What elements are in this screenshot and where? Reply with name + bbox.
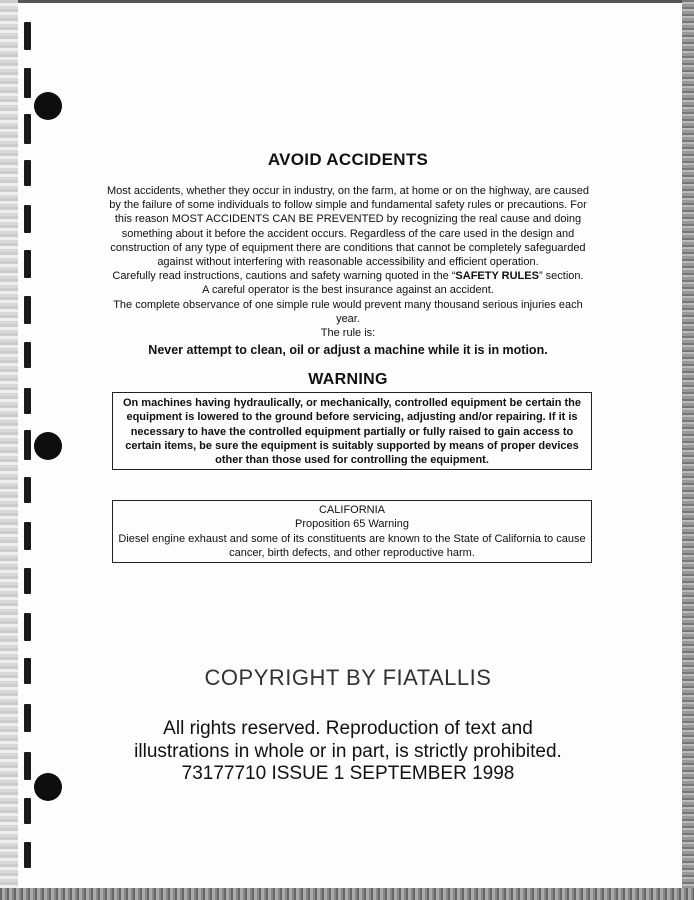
binding-mark — [24, 658, 31, 684]
copyright-line: COPYRIGHT BY FIATALLIS — [204, 665, 492, 690]
safety-rules-reference: SAFETY RULES — [455, 270, 539, 283]
binding-mark — [24, 704, 31, 732]
binding-mark — [24, 388, 31, 414]
binding-mark — [24, 752, 31, 780]
scan-edge-right — [682, 0, 694, 900]
binding-mark — [24, 160, 31, 186]
scan-edge-left — [0, 0, 18, 900]
binding-mark — [24, 430, 31, 460]
binding-mark — [24, 842, 31, 868]
page-title: AVOID ACCIDENTS — [267, 150, 429, 169]
observance-line: The complete observance of one simple rule would prevent many thousand serious injuries each year. — [113, 298, 583, 325]
read-instructions-prefix: Carefully read instructions, cautions and safety warning quoted in the “ — [112, 270, 456, 283]
california-prop65-box — [112, 500, 592, 563]
rule-intro: The rule is: — [320, 327, 376, 340]
binding-mark — [24, 68, 31, 98]
warning-box: On machines having hydraulically, or mechanically, controlled equipment be certain the equipment is lowered to the ground before servicing, adjusting and/or repairing. If it is necessary to have the controlled equipment partially or fully raised to gain access to certain items, be sure the equipment is suitably supported by means of proper devices other than those used for controlling the equipment. — [112, 392, 592, 470]
safety-rule: Never attempt to clean, oil or adjust a machine while it is in motion. — [148, 343, 548, 358]
rights-notice — [100, 718, 596, 786]
prop65-text: Diesel engine exhaust and some of its constituents are known to the State of California to cause cancer, birth defects, and other reproductive harm. — [118, 532, 586, 559]
prop65-subheading: Proposition 65 Warning — [295, 518, 409, 531]
binding-mark — [24, 205, 31, 233]
punch-hole — [34, 92, 62, 120]
careful-operator-line: A careful operator is the best insurance against an accident. — [202, 284, 494, 297]
binding-mark — [24, 613, 31, 641]
binding-mark — [24, 114, 31, 144]
intro-paragraph: Most accidents, whether they occur in industry, on the farm, at home or on the highway, are caused by the failure of some individuals to follow simple and fundamental safety rules or precautions. For this reason MOST ACCIDENTS CAN BE PREVENTED by recognizing the real cause and doing something about it before the accident occurs. Regardless of the care used in the design and construction of any type of equipment there are conditions that cannot be completely safeguarded against without interfering with reasonable accessibility and efficient operation. — [106, 185, 589, 269]
binding-mark — [24, 250, 31, 278]
scan-edge-bottom — [0, 888, 694, 900]
scan-edge-top — [0, 0, 694, 3]
binding-mark — [24, 22, 31, 50]
punch-hole — [34, 773, 62, 801]
read-instructions-suffix: ” section. — [538, 270, 584, 283]
binding-mark — [24, 568, 31, 594]
rights-line-2: illustrations in whole or in part, is strictly prohibited. — [134, 740, 562, 762]
punch-hole — [34, 432, 62, 460]
safety-notice — [100, 140, 596, 563]
binding-mark — [24, 798, 31, 824]
warning-heading: WARNING — [308, 371, 388, 389]
binding-mark — [24, 296, 31, 324]
binding-mark — [24, 342, 31, 368]
read-instructions-line — [100, 269, 596, 283]
rights-line-1: All rights reserved. Reproduction of text and — [163, 718, 533, 739]
publication-number-line: 73177710 ISSUE 1 SEPTEMBER 1998 — [181, 763, 515, 784]
binding-mark — [24, 477, 31, 503]
california-heading: CALIFORNIA — [318, 504, 385, 517]
binding-mark — [24, 522, 31, 550]
